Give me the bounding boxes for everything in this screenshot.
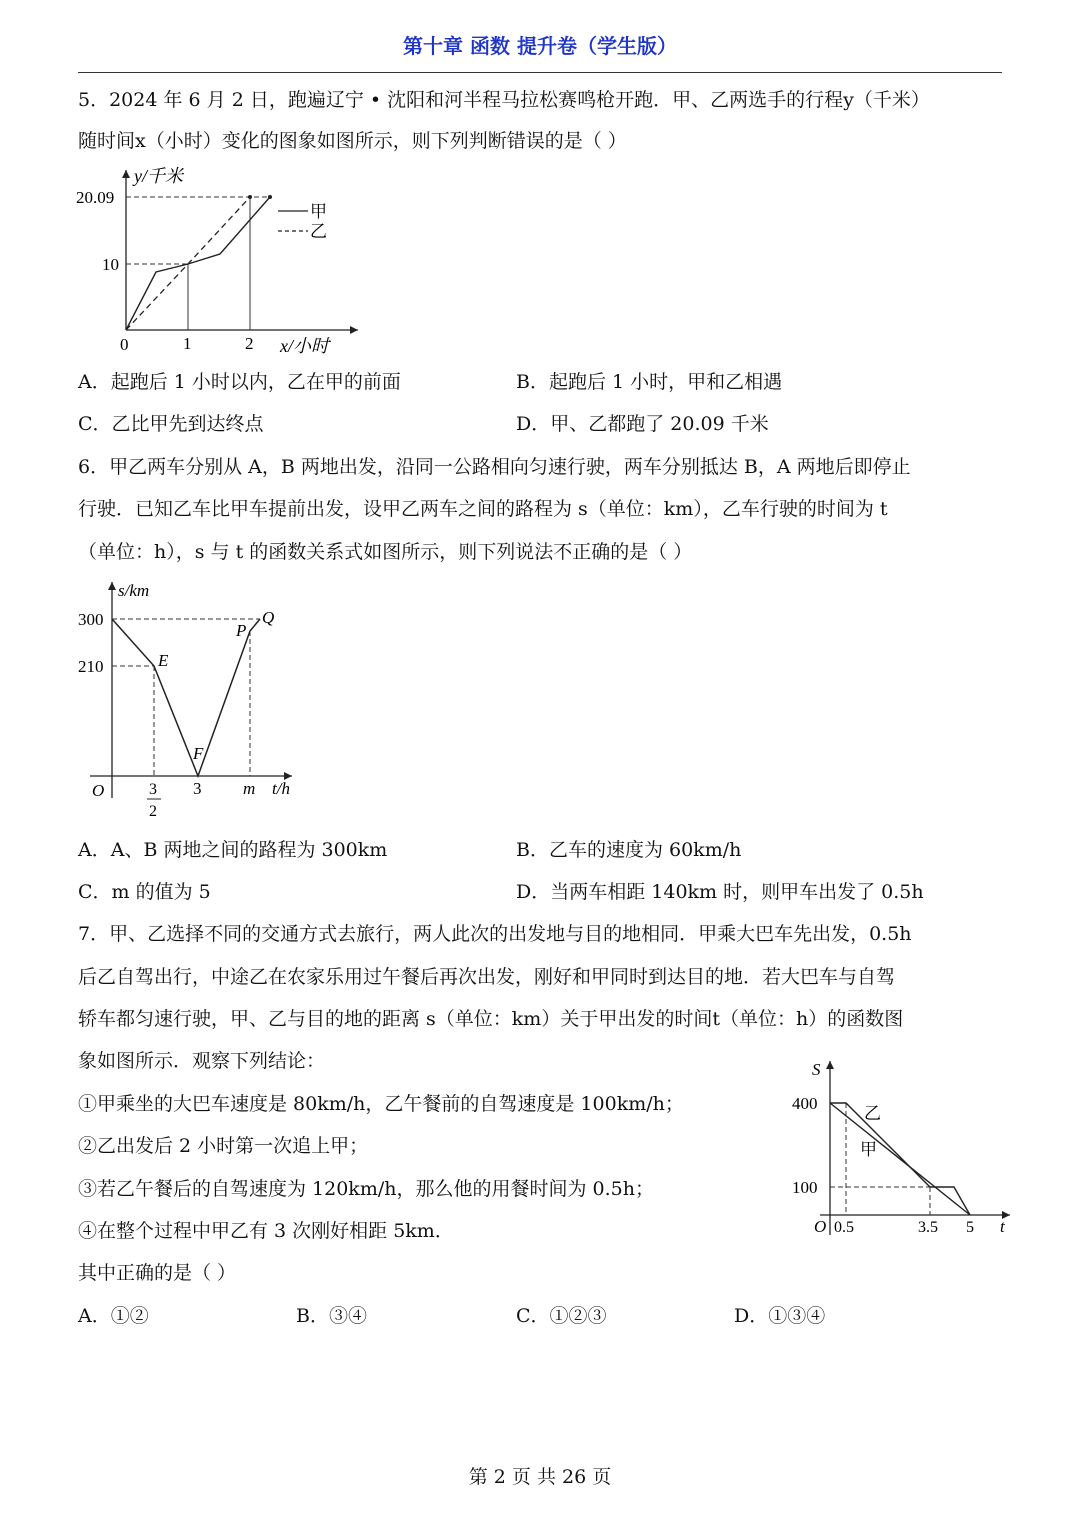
q5-y-label: y/千米 — [134, 166, 183, 186]
q7-line-jia — [830, 1103, 970, 1215]
q7-option-a[interactable]: A．①② — [78, 1305, 149, 1327]
q6-x-tick-3: 3 — [193, 779, 202, 798]
q7-label-jia: 甲 — [860, 1140, 877, 1159]
q7-label-yi: 乙 — [864, 1104, 881, 1123]
q7-question: 其中正确的是（ ） — [78, 1262, 237, 1284]
q7-x-label: t — [1000, 1217, 1005, 1236]
q6-option-c[interactable]: C．m 的值为 5 — [78, 881, 211, 903]
q5-option-d[interactable]: D．甲、乙都跑了 20.09 千米 — [516, 413, 769, 435]
q6-x-tick-frac-num: 3 — [149, 781, 157, 798]
q5-point-jia-end — [268, 195, 272, 199]
q6-origin: O — [92, 781, 105, 800]
q7-conclusion-1: ①甲乘坐的大巴车速度是 80km/h，乙午餐前的自驾速度是 100km/h； — [78, 1093, 684, 1115]
q6-option-a[interactable]: A．A、B 两地之间的路程为 300km — [78, 839, 388, 861]
q6-y-tick-210: 210 — [78, 657, 104, 676]
q5-y-tick-10: 10 — [102, 255, 119, 274]
q5-x-label: x/小时 — [280, 336, 329, 356]
q7-x-tick-5: 5 — [966, 1219, 974, 1236]
q5-x-arrow — [350, 326, 358, 334]
q5-graph — [70, 160, 370, 360]
q6-y-arrow — [108, 582, 116, 590]
q7-x-tick-05: 0.5 — [834, 1219, 854, 1236]
q5-x-tick-1: 1 — [183, 334, 192, 353]
q7-y-tick-400: 400 — [792, 1094, 818, 1113]
q5-line-jia — [126, 197, 270, 330]
q6-stem-line2: 行驶．已知乙车比甲车提前出发，设甲乙两车之间的路程为 s（单位：km），乙车行驶的时间为 t — [78, 498, 888, 520]
q5-option-a[interactable]: A．起跑后 1 小时以内，乙在甲的前面 — [78, 371, 401, 393]
q6-y-label — [118, 581, 149, 600]
q5-y-arrow — [122, 170, 130, 178]
q5-option-b[interactable]: B．起跑后 1 小时，甲和乙相遇 — [516, 371, 783, 393]
q6-stem-line1: 6．甲乙两车分别从 A，B 两地出发，沿同一公路相向匀速行驶，两车分别抵达 B，A 两地后即停止 — [78, 456, 911, 478]
q6-y-tick-300: 300 — [78, 610, 104, 629]
q5-option-c[interactable]: C．乙比甲先到达终点 — [78, 413, 264, 435]
q6-x-label: t/h — [272, 779, 290, 798]
q6-point-q: Q — [262, 608, 275, 627]
q7-stem-line1: 7．甲、乙选择不同的交通方式去旅行，两人此次的出发地与目的地相同．甲乘大巴车先出发，0.5h — [78, 923, 912, 945]
q7-conclusion-4: ④在整个过程中甲乙有 3 次刚好相距 5km． — [78, 1220, 454, 1242]
page-footer: 第 2 页 共 26 页 — [468, 1466, 612, 1488]
q5-stem-line1: 5．2024 年 6 月 2 日，跑遍辽宁 • 沈阳和河半程马拉松赛鸣枪开跑．甲、乙两选手的行程y（千米） — [78, 89, 930, 111]
q7-x-tick-35: 3.5 — [918, 1219, 938, 1236]
q6-y-label-text: s/km — [118, 581, 150, 600]
q7-y-arrow — [826, 1061, 834, 1069]
page-header-title: 第十章 函数 提升卷（学生版） — [403, 34, 677, 58]
q5-legend-yi: 乙 — [310, 222, 327, 241]
q6-x-tick-m: m — [243, 779, 256, 798]
q7-stem-line2: 后乙自驾出行，中途乙在农家乐用过午餐后再次出发，刚好和甲同时到达目的地．若大巴车与自驾 — [78, 966, 896, 988]
q7-y-label: S — [812, 1060, 821, 1079]
q5-x-tick-2: 2 — [245, 334, 254, 353]
q6-function-line — [112, 619, 260, 776]
q7-origin: O — [814, 1217, 827, 1236]
q7-y-tick-100: 100 — [792, 1178, 818, 1197]
q6-stem-line3: （单位：h），s 与 t 的函数关系式如图所示，则下列说法不正确的是（ ） — [78, 541, 693, 563]
q7-option-d[interactable]: D．①③④ — [734, 1305, 826, 1327]
q7-option-b[interactable]: B．③④ — [296, 1305, 367, 1327]
q7-conclusion-2: ②乙出发后 2 小时第一次追上甲； — [78, 1135, 369, 1157]
q6-option-b[interactable]: B．乙车的速度为 60km/h — [516, 839, 742, 861]
q7-option-c[interactable]: C．①②③ — [516, 1305, 607, 1327]
q5-x-tick-0: 0 — [120, 335, 129, 354]
q5-point-yi-end — [248, 195, 252, 199]
q6-point-f: F — [193, 744, 204, 763]
q7-stem-line3: 轿车都匀速行驶，甲、乙与目的地的距离 s（单位：km）关于甲出发的时间t（单位：h）的函数图 — [78, 1008, 904, 1030]
q7-conclusion-3: ③若乙午餐后的自驾速度为 120km/h，那么他的用餐时间为 0.5h； — [78, 1178, 654, 1200]
q6-point-p: P — [236, 621, 247, 640]
q5-y-tick-2009: 20.09 — [76, 188, 115, 207]
q5-stem-line2: 随时间x（小时）变化的图象如图所示，则下列判断错误的是（ ） — [78, 130, 627, 152]
q7-graph — [790, 1055, 1020, 1245]
q7-stem-line4: 象如图所示．观察下列结论： — [78, 1050, 326, 1072]
q6-option-d[interactable]: D．当两车相距 140km 时，则甲车出发了 0.5h — [516, 881, 924, 903]
header-rule — [78, 72, 1002, 73]
q6-graph — [70, 576, 310, 826]
q5-legend-jia: 甲 — [310, 202, 327, 221]
q6-point-e: E — [158, 651, 169, 670]
q6-x-tick-frac-den: 2 — [149, 803, 157, 820]
